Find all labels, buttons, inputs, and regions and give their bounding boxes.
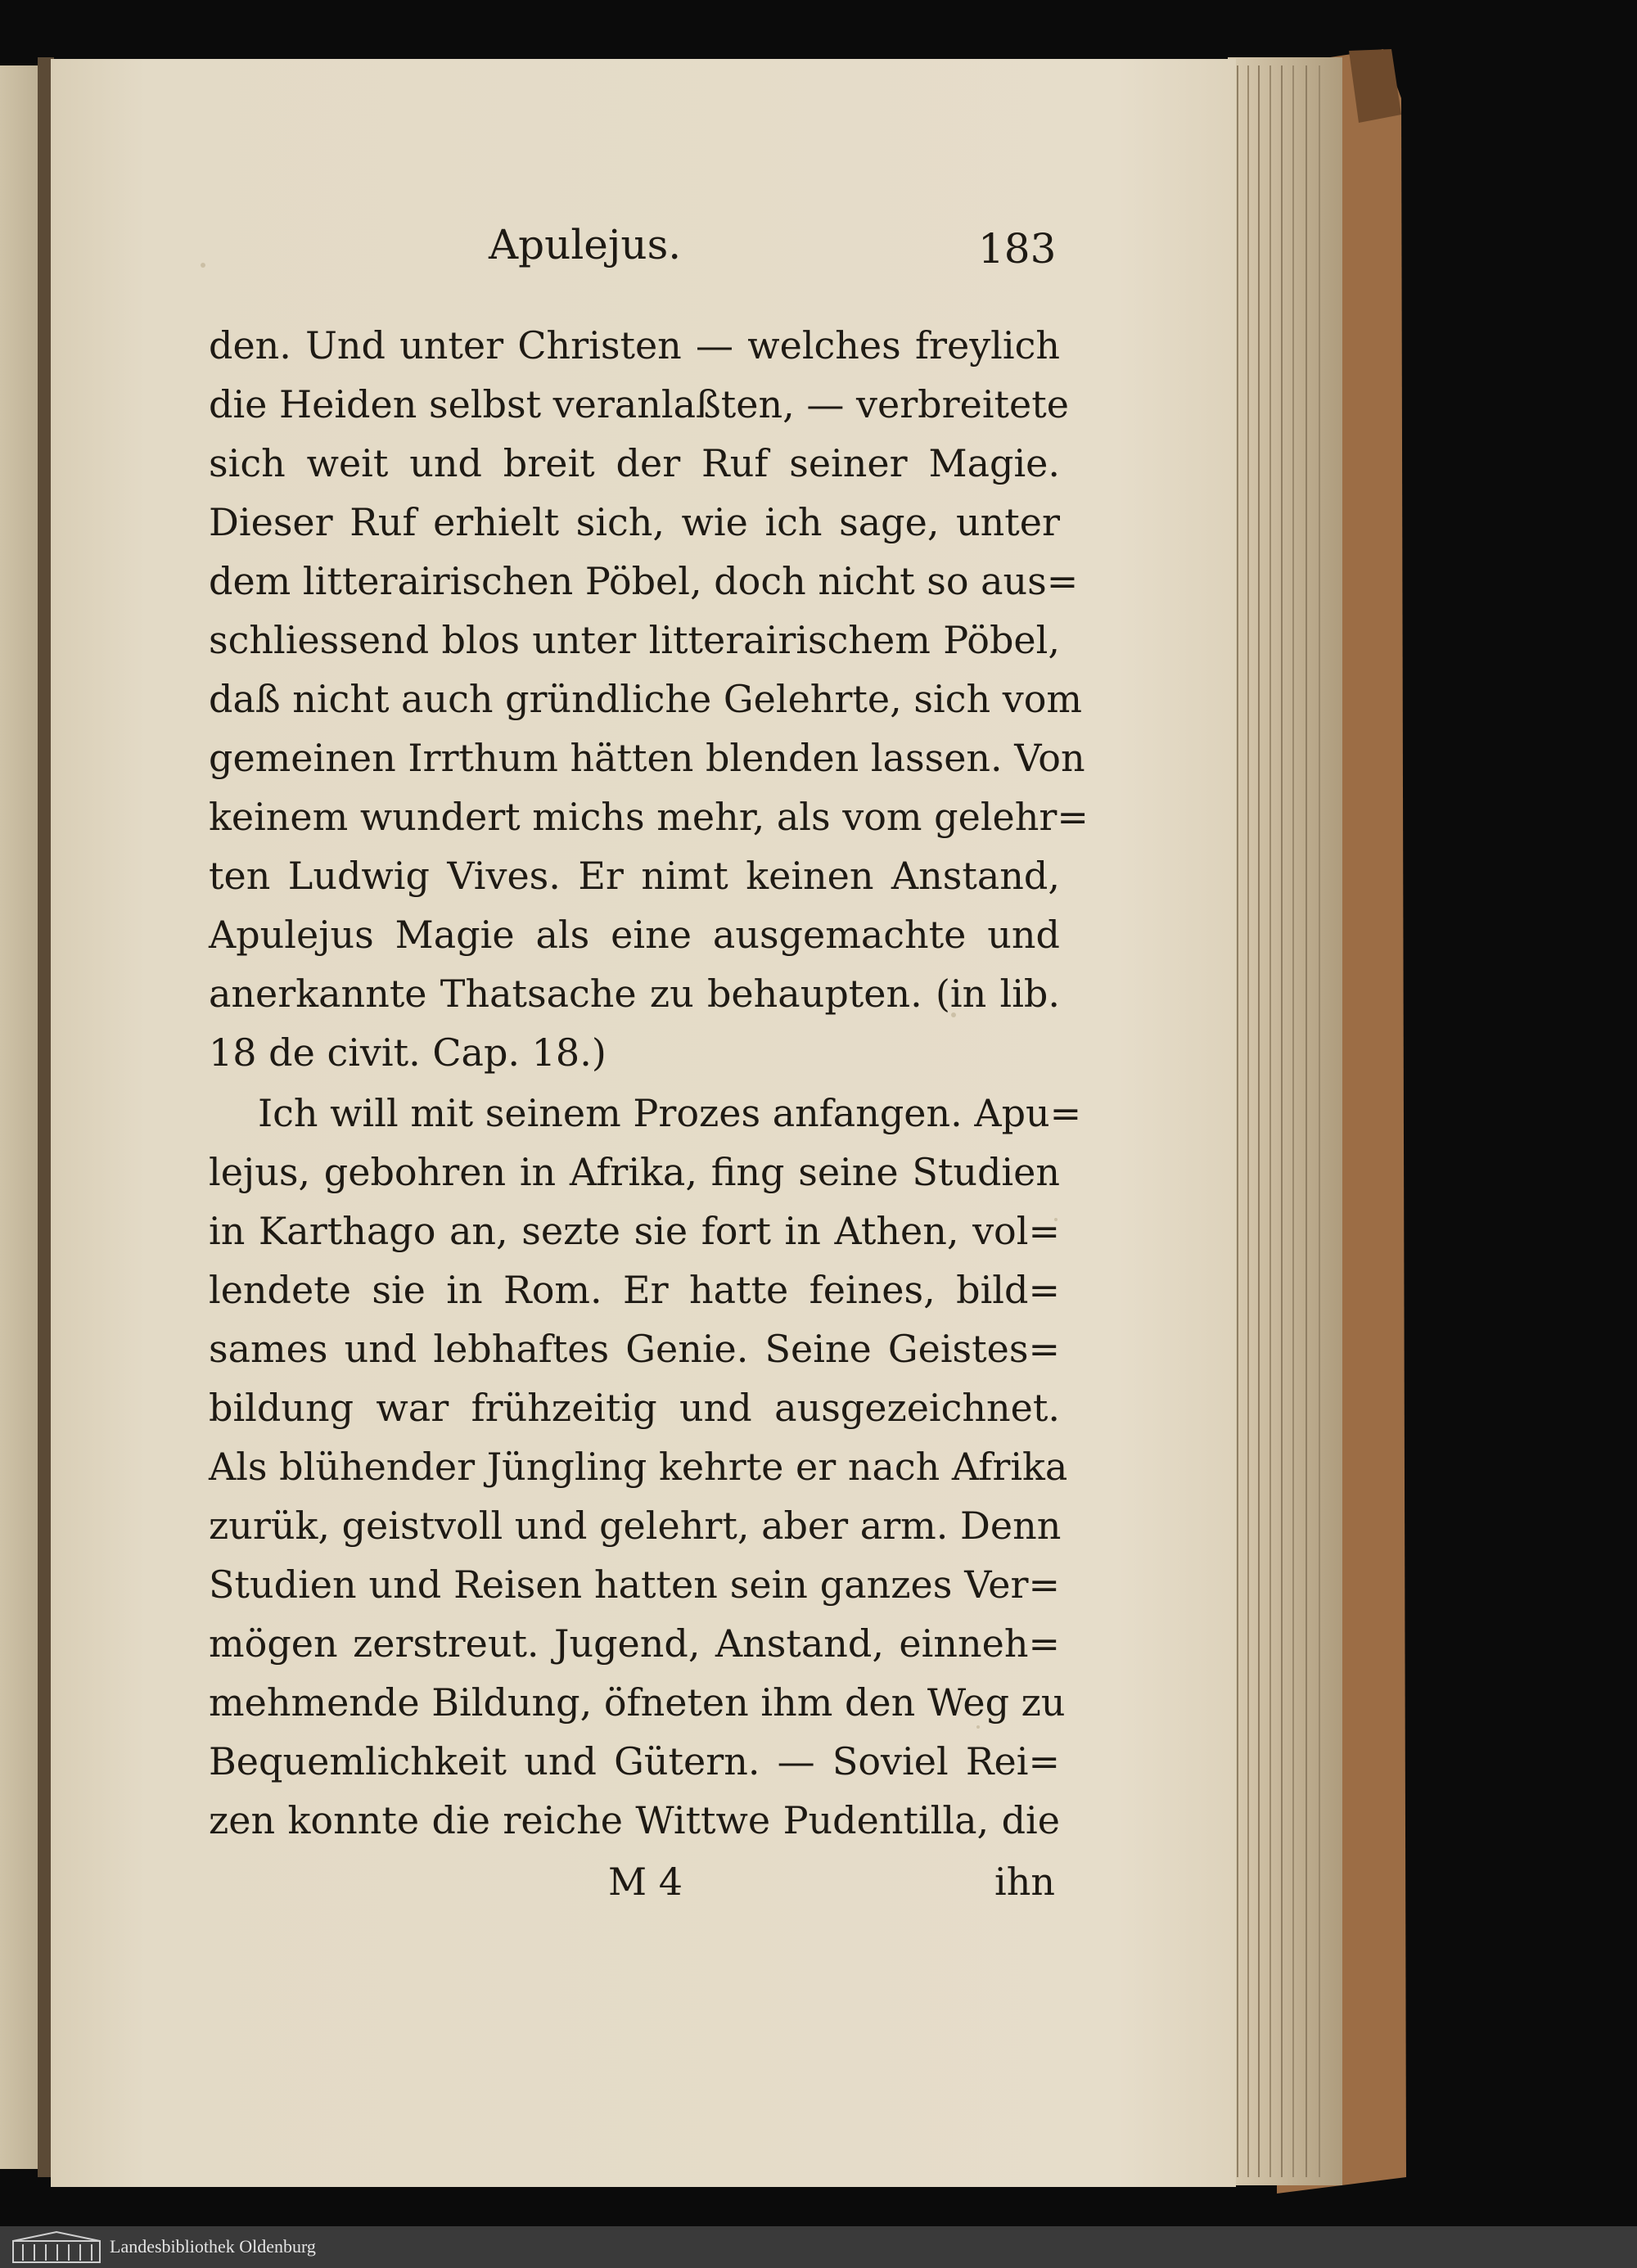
text-line: zurük, geistvoll und gelehrt, aber arm. Denn — [209, 1504, 1062, 1548]
running-head: Apulejus. — [489, 221, 682, 268]
text-line: mehmende Bildung, öfneten ihm den Weg zu — [209, 1680, 1066, 1725]
text-line: schliessend blos unter litterairischem Pöbel, — [209, 618, 1060, 662]
text-line: den. Und unter Christen — welches freylich — [209, 323, 1060, 367]
text-line: die Heiden selbst veranlaßten, — verbreitete — [209, 382, 1069, 426]
text-line: 18 de civit. Cap. 18.) — [209, 1030, 607, 1075]
text-line: gemeinen Irrthum hätten blenden lassen. Von — [209, 736, 1085, 780]
text-line: ten Ludwig Vives. Er nimt keinen Anstand, — [209, 854, 1060, 898]
text-line: lendete sie in Rom. Er hatte feines, bild= — [209, 1268, 1060, 1312]
text-line: dem litterairischen Pöbel, doch nicht so aus= — [209, 559, 1079, 603]
library-building-icon — [11, 2230, 101, 2264]
text-line: bildung war frühzeitig und ausgezeichnet. — [209, 1386, 1060, 1430]
text-line: lejus, gebohren in Afrika, fing seine Studien — [209, 1150, 1060, 1194]
page-edges — [1228, 57, 1342, 2185]
text-line: Bequemlichkeit und Gütern. — Soviel Rei= — [209, 1739, 1060, 1783]
library-name[interactable]: Landesbibliothek Oldenburg — [110, 2236, 316, 2257]
text-line: Dieser Ruf erhielt sich, wie ich sage, unter — [209, 500, 1060, 544]
text-line: Studien und Reisen hatten sein ganzes Ver= — [209, 1562, 1060, 1607]
text-line: daß nicht auch gründliche Gelehrte, sich vom — [209, 677, 1083, 721]
text-line: sich weit und breit der Ruf seiner Magie. — [209, 441, 1060, 485]
text-line: sames und lebhaftes Genie. Seine Geistes= — [209, 1327, 1060, 1371]
library-footer-bar — [0, 2226, 1637, 2268]
text-line: in Karthago an, sezte sie fort in Athen, vol= — [209, 1209, 1060, 1253]
text-line: anerkannte Thatsache zu behaupten. (in lib. — [209, 972, 1060, 1016]
catchword: ihn — [994, 1860, 1055, 1904]
text-line: zen konnte die reiche Wittwe Pudentilla, die — [209, 1798, 1060, 1842]
text-line: keinem wundert michs mehr, als vom gelehr= — [209, 795, 1089, 839]
paragraph-start-line: Ich will mit seinem Prozes anfangen. Apu= — [258, 1091, 1082, 1135]
text-line: Apulejus Magie als eine ausgemachte und — [209, 913, 1060, 957]
text-line: mögen zerstreut. Jugend, Anstand, einneh= — [209, 1621, 1060, 1666]
left-page-sliver — [0, 57, 54, 2177]
text-line: Als blühender Jüngling kehrte er nach Afrika — [209, 1445, 1068, 1489]
page-number: 183 — [978, 225, 1057, 273]
signature-mark: M 4 — [608, 1860, 683, 1904]
